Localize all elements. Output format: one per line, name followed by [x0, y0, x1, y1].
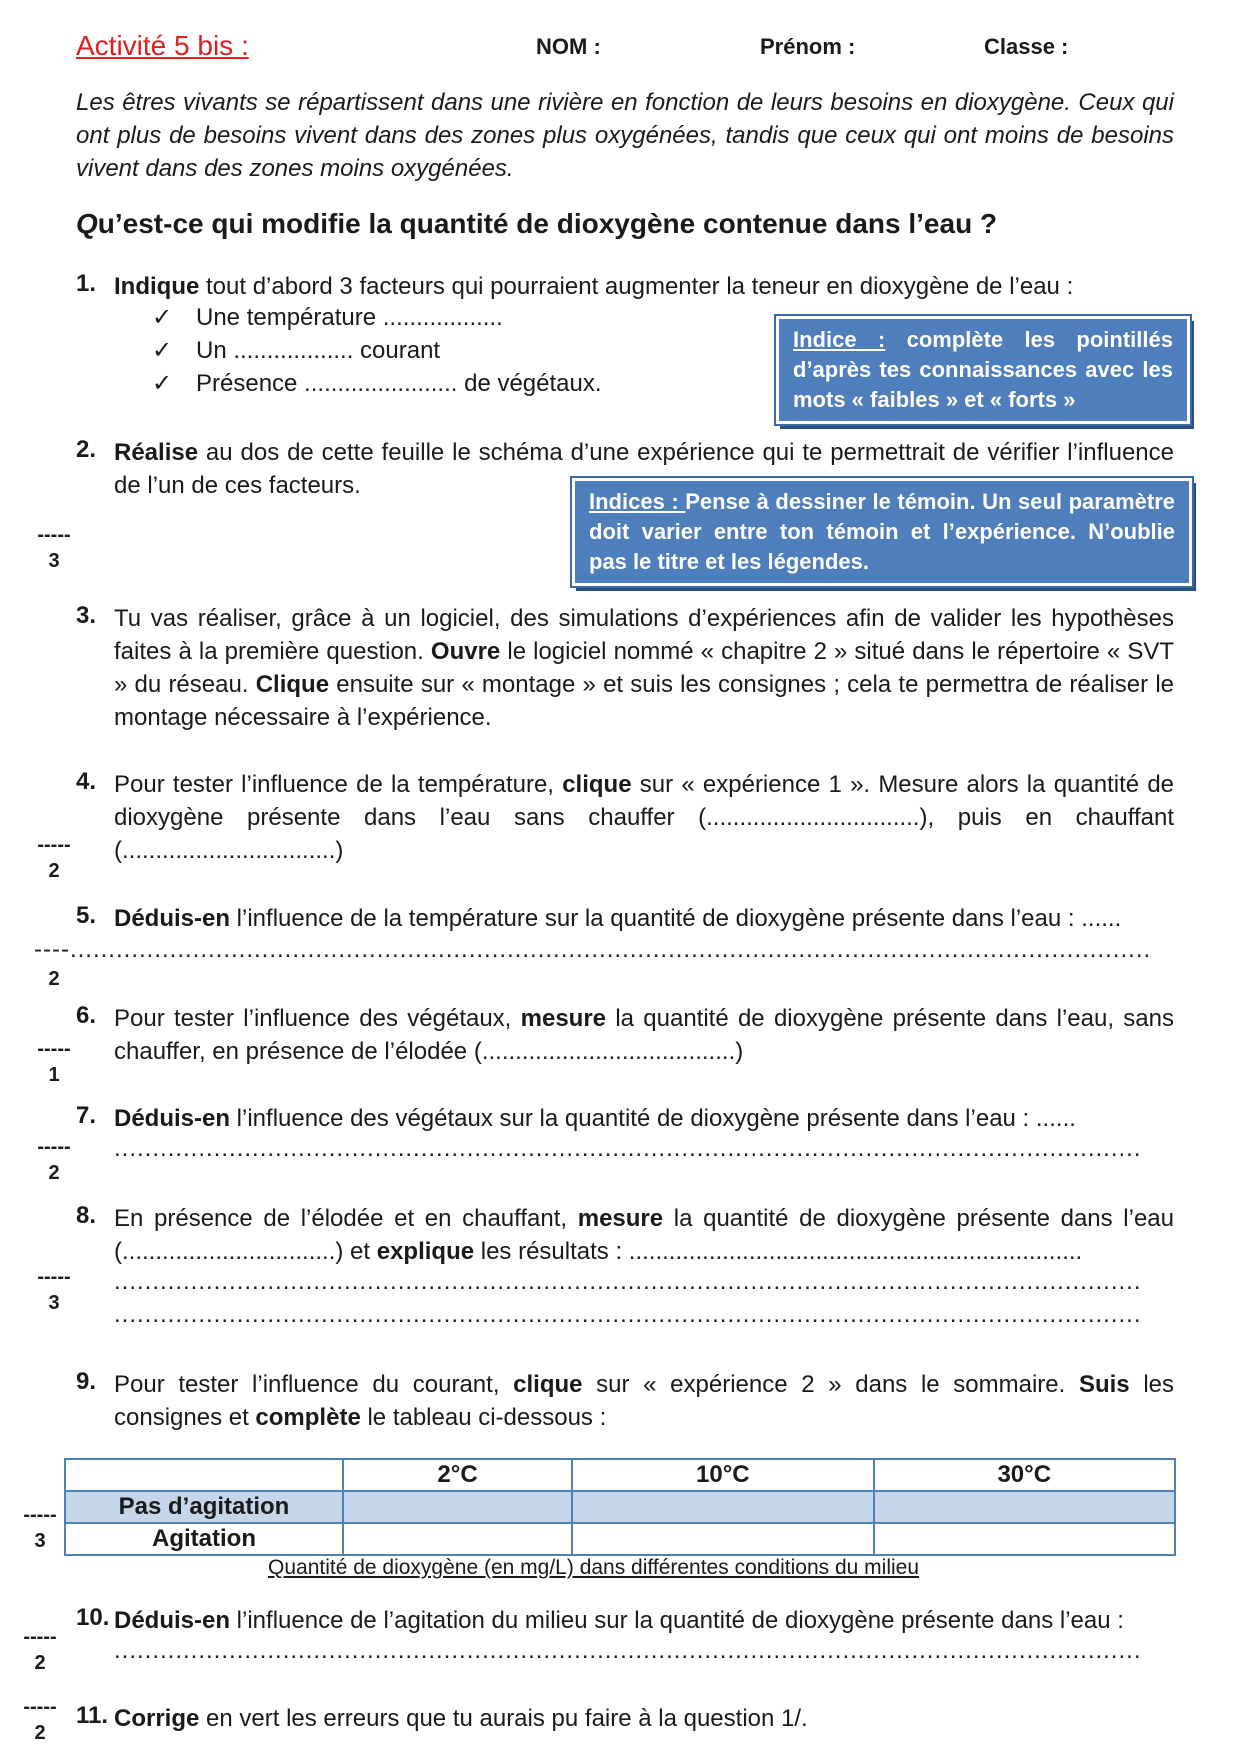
q6-bold: mesure [520, 1005, 607, 1032]
prenom-label: Prénom : [760, 34, 856, 59]
q7-answer-dots[interactable]: ...................................................................................................................................... [114, 1135, 1142, 1162]
table-cell[interactable] [874, 1523, 1175, 1555]
q11-number: 11. [76, 1702, 109, 1729]
table-header-cell: 30°C [874, 1459, 1175, 1491]
q1-body: tout d’abord 3 facteurs qui pourraient augmenter la teneur en dioxygène de l’eau : [199, 273, 1074, 300]
q7-verb: Déduis-en [114, 1105, 231, 1132]
q4-part: sur « expérience 1 ». Mesure alors la quantité de dioxygène présente dans l’eau sans chauffer (................................), puis en chauffant (................................) [114, 771, 1175, 864]
q5-score-value: 2 [48, 968, 60, 990]
nom-label: NOM : [536, 34, 601, 59]
table-header-cell [65, 1459, 343, 1491]
q6-part: Pour tester l’influence des végétaux, [114, 1005, 521, 1032]
q7-text [114, 1102, 1174, 1135]
q4-number: 4. [76, 768, 97, 795]
q8-score [34, 1264, 74, 1316]
score-value: 3 [34, 1530, 46, 1552]
q9-number: 9. [76, 1368, 97, 1395]
checkmark-icon: ✓ [152, 337, 173, 364]
q2-number: 2. [76, 436, 97, 463]
q8-part: En présence de l’élodée et en chauffant, [114, 1205, 578, 1232]
q9-part: le tableau ci-dessous : [360, 1404, 607, 1431]
q10-answer-dots[interactable]: ...................................................................................................................................... [114, 1637, 1142, 1664]
q8-bold: explique [376, 1238, 475, 1265]
table-cell[interactable] [343, 1523, 572, 1555]
table-row [65, 1491, 1175, 1523]
q6-score [34, 1036, 74, 1088]
table-cell[interactable] [572, 1523, 873, 1555]
table-header-cell: 10°C [572, 1459, 873, 1491]
q8-part: les résultats : .................................................................... [474, 1238, 1083, 1265]
checkmark-icon: ✓ [152, 370, 173, 397]
q10-body: l’influence de l’agitation du milieu sur la quantité de dioxygène présente dans l’eau : [230, 1607, 1124, 1634]
q9-bold: complète [255, 1404, 361, 1431]
q5-body: l’influence de la température sur la quantité de dioxygène présente dans l’eau : ...... [230, 905, 1122, 932]
score-dash: ----- [37, 1038, 71, 1060]
score-dash: ----- [23, 1504, 57, 1526]
activity-title: Activité 5 bis : [76, 30, 249, 61]
table-row-label: Agitation [65, 1523, 343, 1555]
q11-verb: Corrige [114, 1705, 200, 1732]
checkmark-icon: ✓ [152, 304, 173, 331]
table-score [20, 1502, 60, 1554]
q9-text [114, 1368, 1174, 1434]
score-value: 3 [48, 550, 60, 572]
main-question [76, 208, 997, 240]
table-header-row [65, 1459, 1175, 1491]
q4-bold: clique [562, 771, 632, 798]
main-question-first-letter: Q [76, 208, 98, 239]
score-value: 1 [48, 1064, 60, 1086]
q5-number: 5. [76, 902, 97, 929]
intro-paragraph: Les êtres vivants se répartissent dans une rivière en fonction de leurs besoins en dioxygène. Ceux qui ont plus de besoins vivent dans des zones plus oxygénées, tandis que ceux qui ont moins de besoins vivent dans des zones moins oxygénées. [76, 89, 1174, 182]
q3-number: 3. [76, 602, 97, 629]
q8-part: la quantité de dioxygène présente dans l’eau (................................) et [114, 1205, 1174, 1265]
q7-score [34, 1134, 74, 1186]
q3-part: ensuite sur « montage » et suis les consignes ; cela te permettra de réaliser le montage nécessaire à l’expérience. [114, 671, 1174, 731]
q4-score [34, 832, 74, 884]
q11-score [20, 1694, 60, 1746]
q8-text [114, 1202, 1174, 1268]
q10-text [114, 1604, 1174, 1637]
q9-bold: clique [513, 1371, 583, 1398]
q2-hint-label: Indices : [589, 489, 686, 514]
q6-part: la quantité de dioxygène présente dans l’eau, sans chauffer, en présence de l’élodée (......................................) [114, 1005, 1174, 1065]
table-row [65, 1523, 1175, 1555]
q1-verb: Indique [114, 273, 200, 300]
q9-part: les consignes et [114, 1371, 1174, 1431]
q10-score [20, 1624, 60, 1676]
q2-verb: Réalise [114, 439, 199, 466]
q8-bold: mesure [577, 1205, 664, 1232]
q1-item: Présence ....................... de végétaux. [196, 370, 602, 397]
q5-text [114, 902, 1174, 935]
q9-part: sur « expérience 2 » dans le sommaire. [582, 1371, 1079, 1398]
q3-part: le logiciel nommé « chapitre 2 » situé dans le répertoire « SVT » du réseau. [114, 638, 1174, 698]
q1-text [114, 270, 1174, 303]
score-dash: ----- [23, 1626, 57, 1648]
q1-item: Un .................. courant [196, 337, 441, 364]
q7-number: 7. [76, 1102, 97, 1129]
score-dash: ----- [23, 1696, 57, 1718]
score-value: 2 [48, 1162, 60, 1184]
table-cell[interactable] [874, 1491, 1175, 1523]
q7-body: l’influence des végétaux sur la quantité de dioxygène présente dans l’eau : ...... [230, 1105, 1076, 1132]
q2-score [34, 522, 74, 574]
q6-number: 6. [76, 1002, 97, 1029]
q4-text [114, 768, 1174, 867]
score-dash: ----- [37, 1136, 71, 1158]
q3-text [114, 602, 1174, 734]
q1-hint-text: complète les pointillés d’après tes connaissances avec les mots « faibles » et « forts » [793, 327, 1173, 412]
q3-bold: Clique [255, 671, 330, 698]
score-dash: ----- [37, 524, 71, 546]
q8-number: 8. [76, 1202, 97, 1229]
oxygen-table [64, 1458, 1176, 1556]
score-value: 2 [34, 1722, 46, 1744]
q11-body: en vert les erreurs que tu aurais pu faire à la question 1/. [199, 1705, 808, 1732]
classe-label: Classe : [984, 34, 1069, 59]
table-cell[interactable] [343, 1491, 572, 1523]
score-value: 3 [48, 1292, 60, 1314]
q2-hint-box [572, 478, 1192, 586]
q9-part: Pour tester l’influence du courant, [114, 1371, 514, 1398]
q8-answer-dots[interactable]: ...................................................................................................................................... [114, 1301, 1142, 1328]
q11-text [114, 1702, 1174, 1735]
q1-hint-label: Indice : [793, 327, 886, 352]
q10-number: 10. [76, 1604, 110, 1631]
q3-part: Tu vas réaliser, grâce à un logiciel, des simulations d’expériences afin de valider les hypothèses faites à la première question. [114, 605, 1174, 665]
score-value: 2 [34, 1652, 46, 1674]
table-caption: Quantité de dioxygène (en mg/L) dans différentes conditions du milieu [268, 1556, 920, 1579]
q10-verb: Déduis-en [114, 1607, 231, 1634]
score-dash: ----- [37, 1266, 71, 1288]
q1-hint-box [776, 316, 1190, 424]
table-row-label: Pas d’agitation [65, 1491, 343, 1523]
table-header-cell: 2°C [343, 1459, 572, 1491]
q1-item: Une température .................. [196, 304, 503, 331]
q2-body: au dos de cette feuille le schéma d’une expérience qui te permettrait de vérifier l’influence de l’un de ces facteurs. [114, 439, 1174, 499]
q9-bold: Suis [1078, 1371, 1130, 1398]
main-question-text: u’est-ce qui modifie la quantité de dioxygène contenue dans l’eau ? [97, 208, 998, 239]
q5-answer-dots[interactable]: ----............................................................................................................................................. [34, 936, 1152, 963]
score-value: 2 [48, 860, 60, 882]
q8-answer-dots[interactable]: ...................................................................................................................................... [114, 1268, 1142, 1295]
score-dash: ----- [37, 834, 71, 856]
q3-bold: Ouvre [430, 638, 501, 665]
q2-hint-text: Pense à dessiner le témoin. Un seul paramètre doit varier entre ton témoin et l’expérience. N’oublie pas le titre et les légendes. [589, 489, 1175, 574]
q4-part: Pour tester l’influence de la température, [114, 771, 563, 798]
q1-number: 1. [76, 270, 97, 297]
q6-text [114, 1002, 1174, 1068]
q5-verb: Déduis-en [114, 905, 231, 932]
table-cell[interactable] [572, 1491, 873, 1523]
